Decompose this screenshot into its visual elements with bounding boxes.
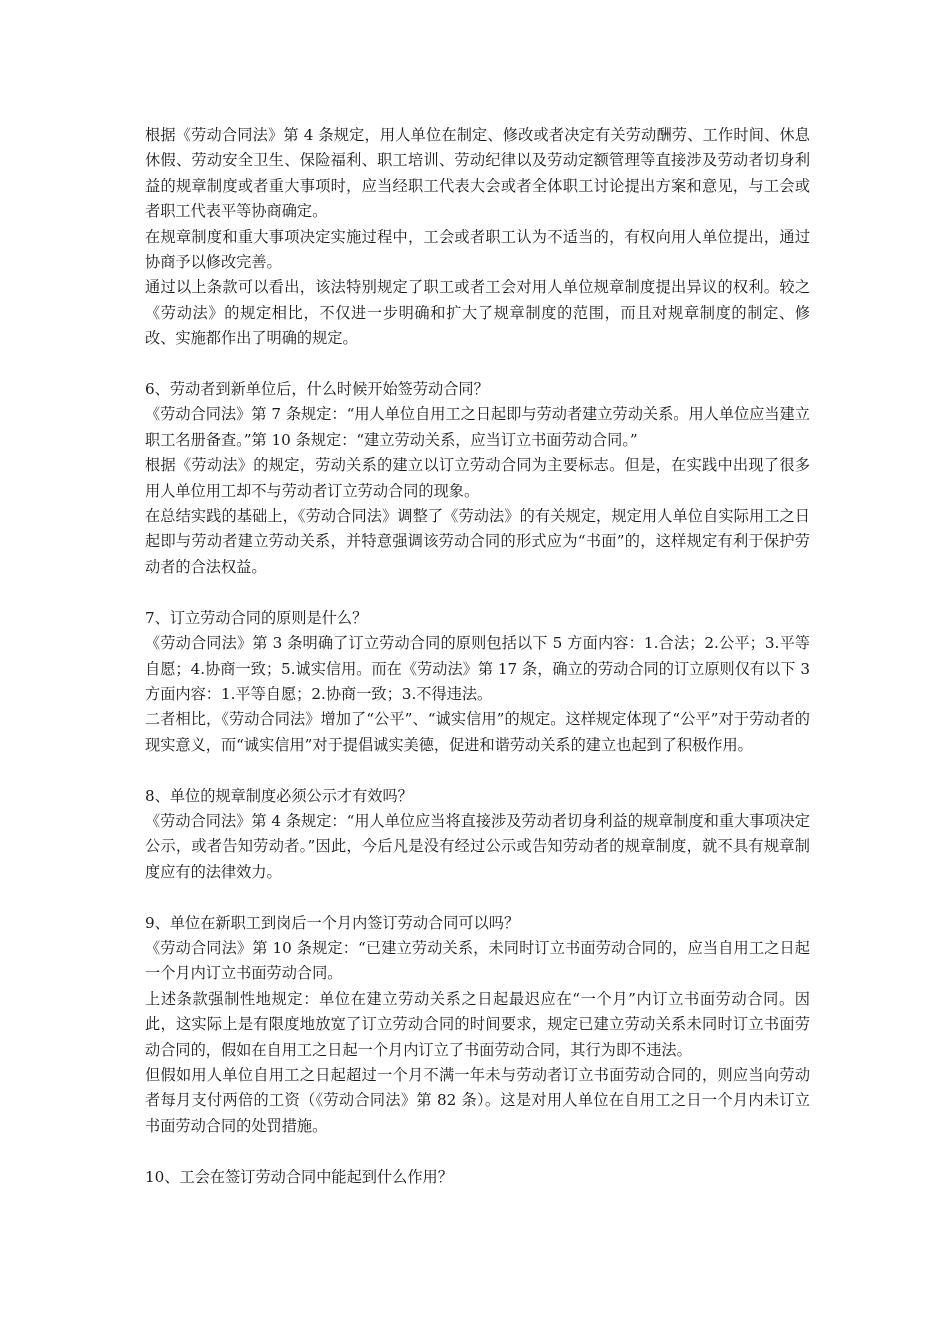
question-9-article: 《劳动合同法》第 10 条规定：“已建立劳动关系，未同时订立书面劳动合同的，应当自用工之日起一个月内订立书面劳动合同。 (145, 938, 810, 983)
blank-line (145, 1139, 810, 1164)
question-7-heading: 7、订立劳动合同的原则是什么？ (145, 608, 368, 627)
blank-line (145, 758, 810, 783)
question-9-penalty: 但假如用人单位自用工之日起超过一个月不满一年未与劳动者订立书面劳动合同的，则应当向劳动者每月支付两倍的工资（《劳动合同法》第 82 条）。这是对用人单位在自用工之日一个月内未订立书面劳动合同的处罚措施。 (145, 1065, 810, 1135)
question-8-article: 《劳动合同法》第 4 条规定：“用人单位应当将直接涉及劳动者切身利益的规章制度和重大事项决定公示，或者告知劳动者。”因此，今后凡是没有经过公示或告知劳动者的规章制度，就不具有规章制度应有的法律效力。 (145, 811, 810, 881)
paragraph-article4-text: 根据《劳动合同法》第 4 条规定，用人单位在制定、修改或者决定有关劳动酬劳、工作时间、休息休假、劳动安全卫生、保险福利、职工培训、劳动纪律以及劳动定额管理等直接涉及劳动者切身利益的规章制度或者重大事项时，应当经职工代表大会或者全体职工讨论提出方案和意见，与工会或者职工代表平等协商确定。 (145, 126, 810, 221)
question-6-analysis: 在总结实践的基础上，《劳动合同法》调整了《劳动法》的有关规定，规定用人单位自实际用工之日起即与劳动者建立劳动关系，并特意强调该劳动合同的形式应为“书面”的，这样规定有利于保护劳动者的合法权益。 (145, 507, 810, 576)
question-9-heading: 9、单位在新职工到岗后一个月内签订劳动合同可以吗？ (145, 913, 520, 932)
question-7-analysis: 二者相比，《劳动合同法》增加了“公平”、“诚实信用”的规定。这样规定体现了“公平”对于劳动者的现实意义，而“诚实信用”对于提倡诚实美德，促进和谐劳动关系的建立也起到了积极作用。 (145, 710, 810, 754)
blank-line (145, 885, 810, 910)
blank-line (145, 580, 810, 605)
document-body (145, 123, 810, 1190)
question-10-heading: 10、工会在签订劳动合同中能起到什么作用？ (145, 1167, 453, 1186)
question-6-background: 根据《劳动法》的规定，劳动关系的建立以订立劳动合同为主要标志。但是，在实践中出现了很多用人单位用工却不与劳动者订立劳动合同的现象。 (145, 456, 810, 500)
question-7-article: 《劳动合同法》第 3 条明确了订立劳动合同的原则包括以下 5 方面内容：1.合法；2.公平；3.平等自愿；4.协商一致；5.诚实信用。而在《劳动法》第 17 条，确立的劳动合同的订立原则仅有以下 3 方面内容：1.平等自愿；2.协商一致；3.不得违法。 (145, 634, 810, 703)
question-8-heading: 8、单位的规章制度必须公示才有效吗？ (145, 786, 413, 805)
question-6-heading: 6、劳动者到新单位后，什么时候开始签劳动合同？ (145, 380, 489, 399)
blank-line (145, 352, 810, 377)
question-9-analysis: 上述条款强制性地规定：单位在建立劳动关系之日起最迟应在“一个月”内订立书面劳动合同。因此，这实际上是有限度地放宽了订立劳动合同的时间要求，规定已建立劳动关系未同时订立书面劳动合同的，假如在自用工之日起一个月内订立了书面劳动合同，其行为即不违法。 (145, 989, 810, 1059)
paragraph-article4-objection: 在规章制度和重大事项决定实施过程中，工会或者职工认为不适当的，有权向用人单位提出，通过协商予以修改完善。 (145, 227, 810, 272)
paragraph-article4-analysis: 通过以上条款可以看出，该法特别规定了职工或者工会对用人单位规章制度提出异议的权利。较之《劳动法》的规定相比，不仅进一步明确和扩大了规章制度的范围，而且对规章制度的制定、修改、实施都作出了明确的规定。 (145, 278, 810, 348)
question-6-article: 《劳动合同法》第 7 条规定：“用人单位自用工之日起即与劳动者建立劳动关系。用人单位应当建立职工名册备查。”第 10 条规定：“建立劳动关系，应当订立书面劳动合同。” (145, 405, 810, 449)
